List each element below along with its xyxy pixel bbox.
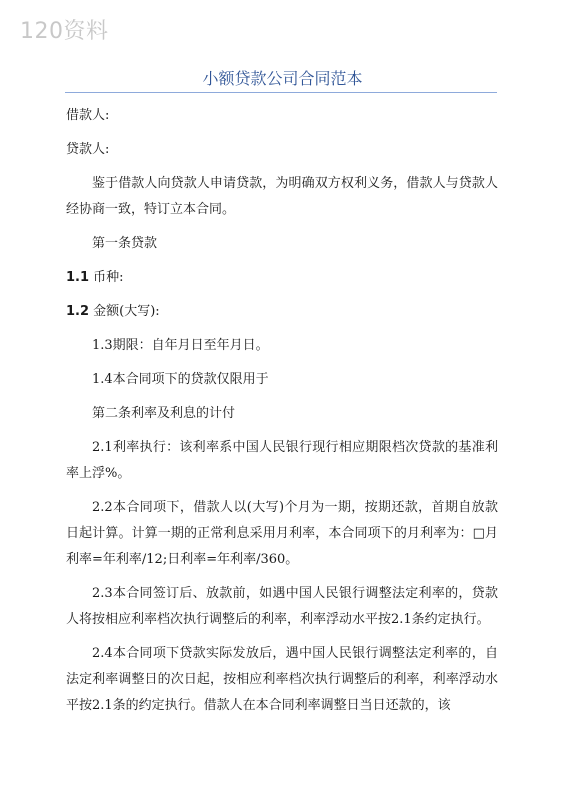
- document-title: 小额贷款公司合同范本: [202, 69, 363, 88]
- clause-2-4: 2.4本合同项下贷款实际发放后，遇中国人民银行调整法定利率的，自法定利率调整日的次日起，按相应利率档次执行调整后的利率，利率浮动水平按2.1条的约定执行。借款人在本合同利率调整日当日还款的，该: [66, 646, 498, 713]
- lender-line: 贷款人:: [66, 142, 110, 157]
- clause-1-1-number: 1.1: [66, 270, 90, 285]
- clause-1-2: [66, 299, 498, 325]
- watermark-logo: 120资料: [20, 19, 109, 44]
- intro-paragraph: 鉴于借款人向贷款人申请贷款，为明确双方权利义务，借款人与贷款人经协商一致，特订立本合同。: [66, 176, 498, 217]
- clause-2-1: 2.1利率执行：该利率系中国人民银行现行相应期限档次贷款的基准利率上浮%。: [66, 440, 498, 481]
- clause-2-2: 2.2本合同项下，借款人以(大写)个月为一期，按期还款，首期自放款日起计算。计算一期的正常利息采用月利率，本合同项下的月利率为：□月利率=年利率/12;日利率=年利率/360。: [66, 500, 498, 567]
- article-1-heading: 第一条贷款: [92, 236, 158, 251]
- clause-1-2-text: 金额(大写):: [89, 304, 160, 319]
- title-divider: [65, 92, 497, 93]
- clause-1-2-number: 1.2: [66, 304, 90, 319]
- clause-1-4: 1.4本合同项下的贷款仅限用于: [92, 372, 269, 387]
- document-body: [66, 103, 498, 727]
- clause-2-3: 2.3本合同签订后、放款前，如遇中国人民银行调整法定利率的，贷款人将按相应利率档次执行调整后的利率，利率浮动水平按2.1条约定执行。: [66, 586, 498, 627]
- borrower-line: 借款人:: [66, 108, 110, 123]
- clause-1-1-text: 币种:: [89, 270, 124, 285]
- article-2-heading: 第二条利率及利息的计付: [92, 406, 236, 421]
- clause-1-3: 1.3期限：自年月日至年月日。: [92, 338, 269, 353]
- clause-1-1: [66, 265, 498, 291]
